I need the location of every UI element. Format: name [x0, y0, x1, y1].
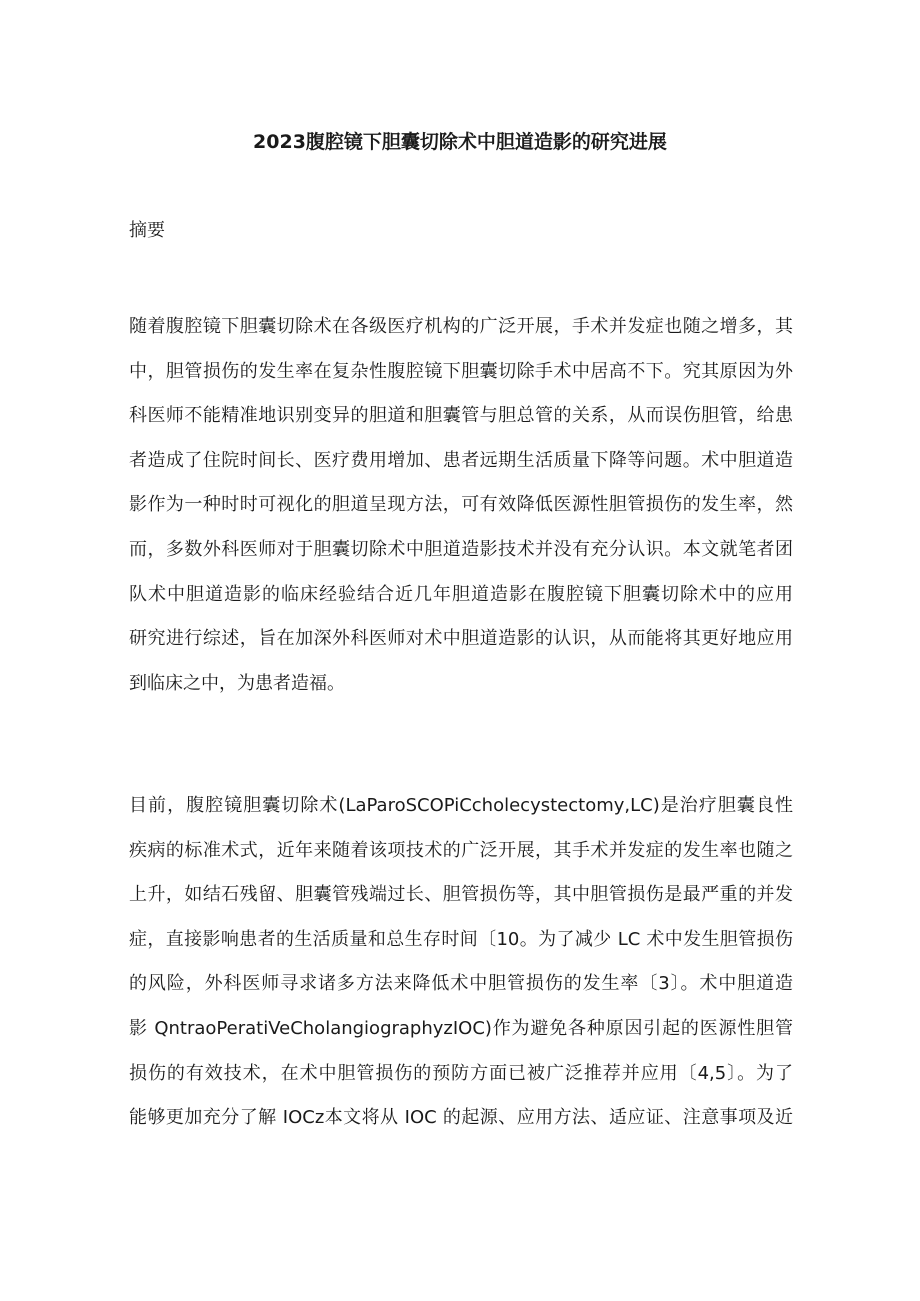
paragraph-line: 目前，腹腔镜胆囊切除术(LaParoSCOPiCcholecystectomy,LC)是治疗胆囊良性: [129, 795, 793, 816]
paragraph-line: 影 QntraoPeratiVeCholangiographyzIOC)作为避免各种原因引起的医源性胆管: [129, 1017, 793, 1039]
paragraph-line: 症，直接影响患者的生活质量和总生存时间〔10。为了减少 LC 术中发生胆管损伤: [129, 928, 793, 950]
abstract-paragraph: [129, 315, 793, 716]
paragraph-line: 到临床之中，为患者造福。: [129, 672, 345, 694]
paragraph-line: 研究进行综述，旨在加深外科医师对术中胆道造影的认识，从而能将其更好地应用: [129, 628, 793, 650]
paragraph-line: 能够更加充分了解 IOCz本文将从 IOC 的起源、应用方法、适应证、注意事项及近: [129, 1107, 793, 1129]
paragraph-line: 的风险，外科医师寻求诸多方法来降低术中胆管损伤的发生率〔3〕。术中胆道造: [129, 973, 793, 995]
paragraph-line: 影作为一种时时可视化的胆道呈现方法，可有效降低医源性胆管损伤的发生率，然: [129, 494, 793, 516]
paragraph-line: 损伤的有效技术，在术中胆管损伤的预防方面已被广泛推荐并应用〔4,5〕。为了: [129, 1062, 793, 1084]
paragraph-line: 上升，如结石残留、胆囊管残端过长、胆管损伤等，其中胆管损伤是最严重的并发: [129, 884, 793, 906]
paragraph-line: 疾病的标准术式，近年来随着该项技术的广泛开展，其手术并发症的发生率也随之: [129, 839, 793, 861]
paragraph-line: 者造成了住院时间长、医疗费用增加、患者远期生活质量下降等问题。术中胆道造: [129, 449, 793, 471]
paragraph-line: 队术中胆道造影的临床经验结合近几年胆道造影在腹腔镜下胆囊切除术中的应用: [129, 583, 793, 605]
paragraph-line: 而，多数外科医师对于胆囊切除术中胆道造影技术并没有充分认识。本文就笔者团: [129, 538, 793, 560]
paragraph-line: 中，胆管损伤的发生率在复杂性腹腔镜下胆囊切除手术中居高不下。究其原因为外: [129, 360, 793, 382]
abstract-heading: 摘要: [129, 220, 165, 241]
paragraph-line: 科医师不能精准地识别变异的胆道和胆囊管与胆总管的关系，从而误伤胆管，给患: [129, 405, 793, 427]
paragraph-line: 随着腹腔镜下胆囊切除术在各级医疗机构的广泛开展，手术并发症也随之增多，其: [129, 316, 793, 337]
intro-paragraph: [129, 794, 793, 1151]
document-title: 2023腹腔镜下胆囊切除术中胆道造影的研究进展: [253, 131, 667, 153]
